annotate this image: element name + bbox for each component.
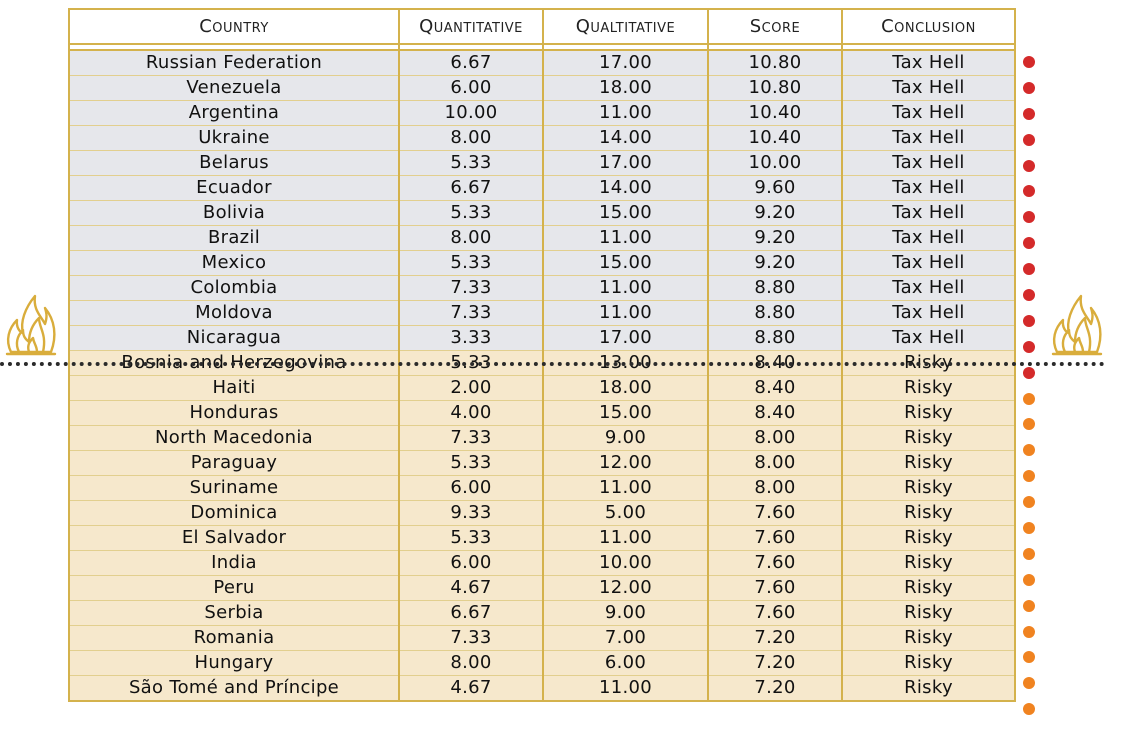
risk-dot-orange	[1023, 574, 1035, 586]
country-cell: Nicaragua	[69, 326, 399, 351]
conclusion-cell: Tax Hell	[842, 50, 1015, 76]
risk-dot-red	[1023, 56, 1035, 68]
score-cell: 7.60	[708, 601, 842, 626]
column-header-qualitative: Qualtitative	[543, 9, 708, 44]
qualitative-cell: 14.00	[543, 126, 708, 151]
table-row	[69, 101, 1015, 126]
country-cell: Honduras	[69, 401, 399, 426]
table-row	[69, 476, 1015, 501]
qualitative-cell: 11.00	[543, 676, 708, 702]
quantitative-cell: 4.67	[399, 576, 543, 601]
qualitative-cell: 11.00	[543, 276, 708, 301]
table-row	[69, 376, 1015, 401]
risk-dot-red	[1023, 341, 1035, 353]
qualitative-cell: 12.00	[543, 576, 708, 601]
country-cell: Mexico	[69, 251, 399, 276]
quantitative-cell: 3.33	[399, 326, 543, 351]
country-cell: Paraguay	[69, 451, 399, 476]
risk-dot-orange	[1023, 626, 1035, 638]
score-cell: 10.40	[708, 126, 842, 151]
table-row	[69, 501, 1015, 526]
conclusion-cell: Risky	[842, 401, 1015, 426]
score-cell: 10.80	[708, 50, 842, 76]
column-header-country: Country	[69, 9, 399, 44]
risk-dot-orange	[1023, 496, 1035, 508]
country-cell: Moldova	[69, 301, 399, 326]
conclusion-cell: Tax Hell	[842, 226, 1015, 251]
quantitative-cell: 6.00	[399, 476, 543, 501]
risk-dot-orange	[1023, 677, 1035, 689]
table-row	[69, 326, 1015, 351]
quantitative-cell: 2.00	[399, 376, 543, 401]
risk-indicator-column	[1023, 56, 1037, 729]
table-row	[69, 201, 1015, 226]
country-cell: El Salvador	[69, 526, 399, 551]
risk-dot-orange	[1023, 418, 1035, 430]
country-cell: Dominica	[69, 501, 399, 526]
risk-dot-orange	[1023, 703, 1035, 715]
column-header-quantitative: Quantitative	[399, 9, 543, 44]
qualitative-cell: 7.00	[543, 626, 708, 651]
quantitative-cell: 10.00	[399, 101, 543, 126]
quantitative-cell: 6.00	[399, 551, 543, 576]
conclusion-cell: Risky	[842, 626, 1015, 651]
country-cell: Hungary	[69, 651, 399, 676]
risk-dot-red	[1023, 315, 1035, 327]
conclusion-cell: Risky	[842, 426, 1015, 451]
qualitative-cell: 17.00	[543, 50, 708, 76]
conclusion-cell: Risky	[842, 451, 1015, 476]
table-row	[69, 676, 1015, 702]
table-row	[69, 126, 1015, 151]
risk-dot-red	[1023, 237, 1035, 249]
qualitative-cell: 10.00	[543, 551, 708, 576]
conclusion-cell: Risky	[842, 351, 1015, 376]
qualitative-cell: 18.00	[543, 376, 708, 401]
table-row	[69, 251, 1015, 276]
score-cell: 7.20	[708, 651, 842, 676]
country-cell: Venezuela	[69, 76, 399, 101]
conclusion-cell: Tax Hell	[842, 176, 1015, 201]
risk-dot-red	[1023, 185, 1035, 197]
table-row	[69, 301, 1015, 326]
table-row	[69, 176, 1015, 201]
conclusion-cell: Tax Hell	[842, 251, 1015, 276]
conclusion-cell: Risky	[842, 676, 1015, 702]
country-cell: São Tomé and Príncipe	[69, 676, 399, 702]
table-row	[69, 601, 1015, 626]
table-row	[69, 226, 1015, 251]
quantitative-cell: 5.33	[399, 451, 543, 476]
country-cell: Ecuador	[69, 176, 399, 201]
conclusion-cell: Tax Hell	[842, 301, 1015, 326]
risk-dot-orange	[1023, 600, 1035, 612]
country-cell: Peru	[69, 576, 399, 601]
score-cell: 10.80	[708, 76, 842, 101]
qualitative-cell: 11.00	[543, 101, 708, 126]
risk-dot-orange	[1023, 393, 1035, 405]
quantitative-cell: 5.33	[399, 201, 543, 226]
conclusion-cell: Risky	[842, 551, 1015, 576]
table-row	[69, 76, 1015, 101]
country-cell: Serbia	[69, 601, 399, 626]
conclusion-cell: Risky	[842, 376, 1015, 401]
qualitative-cell: 17.00	[543, 151, 708, 176]
qualitative-cell: 12.00	[543, 451, 708, 476]
conclusion-cell: Tax Hell	[842, 126, 1015, 151]
flame-icon	[3, 288, 59, 358]
country-cell: Romania	[69, 626, 399, 651]
score-cell: 8.00	[708, 476, 842, 501]
conclusion-cell: Tax Hell	[842, 101, 1015, 126]
score-cell: 7.60	[708, 526, 842, 551]
quantitative-cell: 7.33	[399, 426, 543, 451]
country-cell: Argentina	[69, 101, 399, 126]
country-cell: Bosnia and Herzegovina	[69, 351, 399, 376]
table-body	[69, 44, 1015, 701]
qualitative-cell: 18.00	[543, 76, 708, 101]
conclusion-cell: Tax Hell	[842, 76, 1015, 101]
risk-dot-red	[1023, 82, 1035, 94]
quantitative-cell: 5.33	[399, 251, 543, 276]
score-cell: 10.00	[708, 151, 842, 176]
conclusion-cell: Risky	[842, 526, 1015, 551]
country-cell: Bolivia	[69, 201, 399, 226]
conclusion-cell: Risky	[842, 651, 1015, 676]
quantitative-cell: 9.33	[399, 501, 543, 526]
table-row	[69, 651, 1015, 676]
qualitative-cell: 11.00	[543, 476, 708, 501]
conclusion-cell: Tax Hell	[842, 326, 1015, 351]
qualitative-cell: 15.00	[543, 401, 708, 426]
qualitative-cell: 11.00	[543, 226, 708, 251]
qualitative-cell: 15.00	[543, 201, 708, 226]
table-row	[69, 576, 1015, 601]
risk-dot-red	[1023, 108, 1035, 120]
quantitative-cell: 5.33	[399, 526, 543, 551]
risk-dot-orange	[1023, 548, 1035, 560]
conclusion-cell: Risky	[842, 501, 1015, 526]
conclusion-cell: Risky	[842, 576, 1015, 601]
table-row	[69, 401, 1015, 426]
qualitative-cell: 11.00	[543, 526, 708, 551]
risk-dot-red	[1023, 160, 1035, 172]
score-cell: 9.20	[708, 226, 842, 251]
score-cell: 8.40	[708, 401, 842, 426]
table-header	[69, 9, 1015, 44]
score-cell: 7.60	[708, 576, 842, 601]
score-cell: 8.00	[708, 451, 842, 476]
header-row	[69, 9, 1015, 44]
quantitative-cell: 7.33	[399, 301, 543, 326]
score-cell: 8.40	[708, 351, 842, 376]
table-row	[69, 451, 1015, 476]
table-row	[69, 276, 1015, 301]
conclusion-cell: Tax Hell	[842, 201, 1015, 226]
qualitative-cell: 15.00	[543, 251, 708, 276]
score-cell: 8.80	[708, 276, 842, 301]
qualitative-cell: 6.00	[543, 651, 708, 676]
qualitative-cell: 9.00	[543, 601, 708, 626]
qualitative-cell: 13.00	[543, 351, 708, 376]
qualitative-cell: 17.00	[543, 326, 708, 351]
score-cell: 8.80	[708, 326, 842, 351]
conclusion-cell: Tax Hell	[842, 151, 1015, 176]
table-row	[69, 526, 1015, 551]
score-cell: 7.20	[708, 626, 842, 651]
score-cell: 8.00	[708, 426, 842, 451]
score-cell: 9.20	[708, 201, 842, 226]
country-cell: Haiti	[69, 376, 399, 401]
tax-ranking-table	[68, 8, 1016, 702]
score-cell: 8.40	[708, 376, 842, 401]
score-cell: 7.60	[708, 551, 842, 576]
quantitative-cell: 6.00	[399, 76, 543, 101]
quantitative-cell: 6.67	[399, 176, 543, 201]
quantitative-cell: 5.33	[399, 151, 543, 176]
risk-dot-orange	[1023, 522, 1035, 534]
quantitative-cell: 6.67	[399, 601, 543, 626]
country-cell: Belarus	[69, 151, 399, 176]
qualitative-cell: 5.00	[543, 501, 708, 526]
country-cell: Russian Federation	[69, 50, 399, 76]
qualitative-cell: 11.00	[543, 301, 708, 326]
table-row	[69, 626, 1015, 651]
score-cell: 9.20	[708, 251, 842, 276]
column-header-conclusion: Conclusion	[842, 9, 1015, 44]
risk-dot-red	[1023, 211, 1035, 223]
quantitative-cell: 8.00	[399, 126, 543, 151]
tax-hell-threshold-divider	[0, 362, 1105, 366]
risk-dot-orange	[1023, 470, 1035, 482]
risk-dot-red	[1023, 263, 1035, 275]
country-cell: Ukraine	[69, 126, 399, 151]
conclusion-cell: Risky	[842, 601, 1015, 626]
score-cell: 10.40	[708, 101, 842, 126]
table-row	[69, 551, 1015, 576]
country-cell: India	[69, 551, 399, 576]
flame-icon	[1049, 288, 1105, 358]
risk-dot-orange	[1023, 444, 1035, 456]
quantitative-cell: 4.00	[399, 401, 543, 426]
quantitative-cell: 7.33	[399, 626, 543, 651]
conclusion-cell: Risky	[842, 476, 1015, 501]
country-cell: Brazil	[69, 226, 399, 251]
qualitative-cell: 9.00	[543, 426, 708, 451]
country-cell: North Macedonia	[69, 426, 399, 451]
country-cell: Suriname	[69, 476, 399, 501]
quantitative-cell: 8.00	[399, 651, 543, 676]
quantitative-cell: 4.67	[399, 676, 543, 702]
risk-dot-red	[1023, 134, 1035, 146]
score-cell: 9.60	[708, 176, 842, 201]
column-header-score: Score	[708, 9, 842, 44]
quantitative-cell: 5.33	[399, 351, 543, 376]
table-row	[69, 50, 1015, 76]
table-row	[69, 151, 1015, 176]
qualitative-cell: 14.00	[543, 176, 708, 201]
risk-dot-red	[1023, 367, 1035, 379]
risk-dot-red	[1023, 289, 1035, 301]
quantitative-cell: 6.67	[399, 50, 543, 76]
score-cell: 7.20	[708, 676, 842, 702]
conclusion-cell: Tax Hell	[842, 276, 1015, 301]
country-cell: Colombia	[69, 276, 399, 301]
risk-dot-orange	[1023, 651, 1035, 663]
quantitative-cell: 7.33	[399, 276, 543, 301]
table-row	[69, 426, 1015, 451]
score-cell: 8.80	[708, 301, 842, 326]
score-cell: 7.60	[708, 501, 842, 526]
quantitative-cell: 8.00	[399, 226, 543, 251]
